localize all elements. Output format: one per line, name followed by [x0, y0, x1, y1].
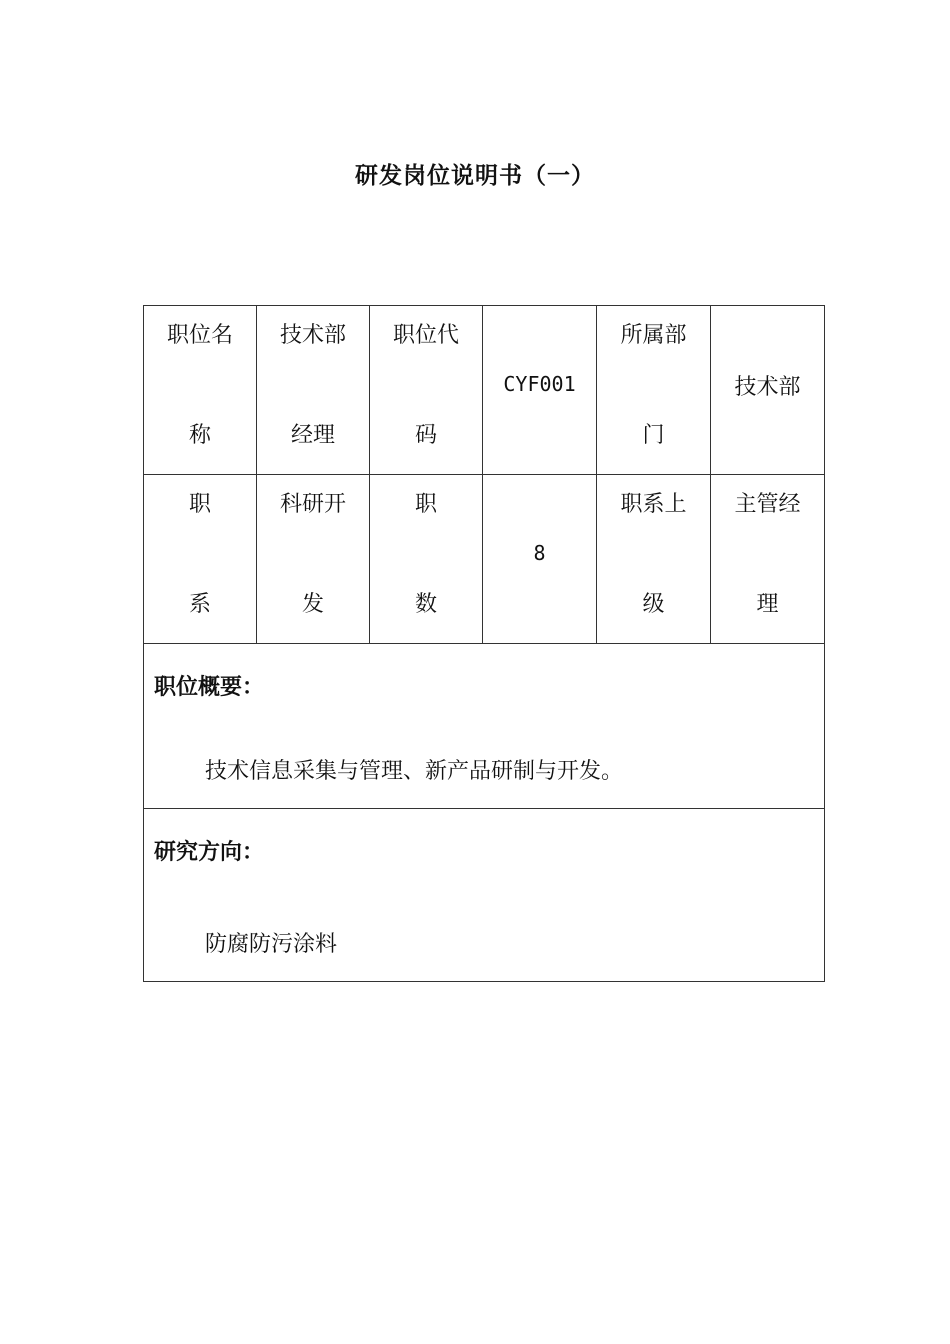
- department-label-line2: 门: [642, 423, 665, 448]
- table-row: [144, 475, 825, 644]
- job-level-label-line1: 职: [414, 492, 437, 517]
- summary-section: [144, 644, 825, 809]
- table-row: [144, 809, 825, 982]
- department-label-line1: 所属部: [620, 323, 687, 348]
- summary-text: 技术信息采集与管理、新产品研制与开发。: [205, 759, 624, 784]
- supervisor-value-line1: 主管经: [734, 492, 801, 517]
- department-label-cell: [597, 306, 711, 475]
- job-family-value-cell: [257, 475, 370, 644]
- table-row: [144, 644, 825, 809]
- job-level-value-cell: [483, 475, 597, 644]
- job-family-value-line2: 发: [301, 592, 324, 617]
- position-code-value-cell: [483, 306, 597, 475]
- position-name-label-cell: [144, 306, 257, 475]
- job-level-label-line2: 数: [414, 592, 437, 617]
- summary-heading: 职位概要：: [154, 675, 265, 700]
- job-family-label-cell: [144, 475, 257, 644]
- document-title: 研发岗位说明书（一）: [355, 163, 595, 189]
- job-level-label-cell: [370, 475, 483, 644]
- position-name-value-line2: 经理: [290, 423, 335, 448]
- job-family-label-line2: 系: [188, 592, 211, 617]
- position-code-value: CYF001: [503, 372, 576, 396]
- supervisor-label-line2: 级: [642, 592, 665, 617]
- supervisor-label-line1: 职系上: [620, 492, 687, 517]
- research-text: 防腐防污涂料: [205, 932, 338, 957]
- position-name-label-line1: 职位名: [166, 323, 233, 348]
- table-row: [144, 306, 825, 475]
- job-description-table: [143, 305, 825, 982]
- position-code-label-line1: 职位代: [392, 323, 459, 348]
- department-value-cell: [711, 306, 825, 475]
- department-value: 技术部: [734, 375, 801, 400]
- supervisor-label-cell: [597, 475, 711, 644]
- position-name-label-line2: 称: [188, 423, 211, 448]
- position-code-label-cell: [370, 306, 483, 475]
- position-code-label-line2: 码: [414, 423, 437, 448]
- position-name-value-line1: 技术部: [279, 323, 346, 348]
- research-section: [144, 809, 825, 982]
- supervisor-value-cell: [711, 475, 825, 644]
- job-family-label-line1: 职: [188, 492, 211, 517]
- supervisor-value-line2: 理: [756, 592, 779, 617]
- job-level-value: 8: [533, 541, 546, 565]
- job-family-value-line1: 科研开: [279, 492, 346, 517]
- research-heading: 研究方向：: [154, 840, 265, 865]
- position-name-value-cell: [257, 306, 370, 475]
